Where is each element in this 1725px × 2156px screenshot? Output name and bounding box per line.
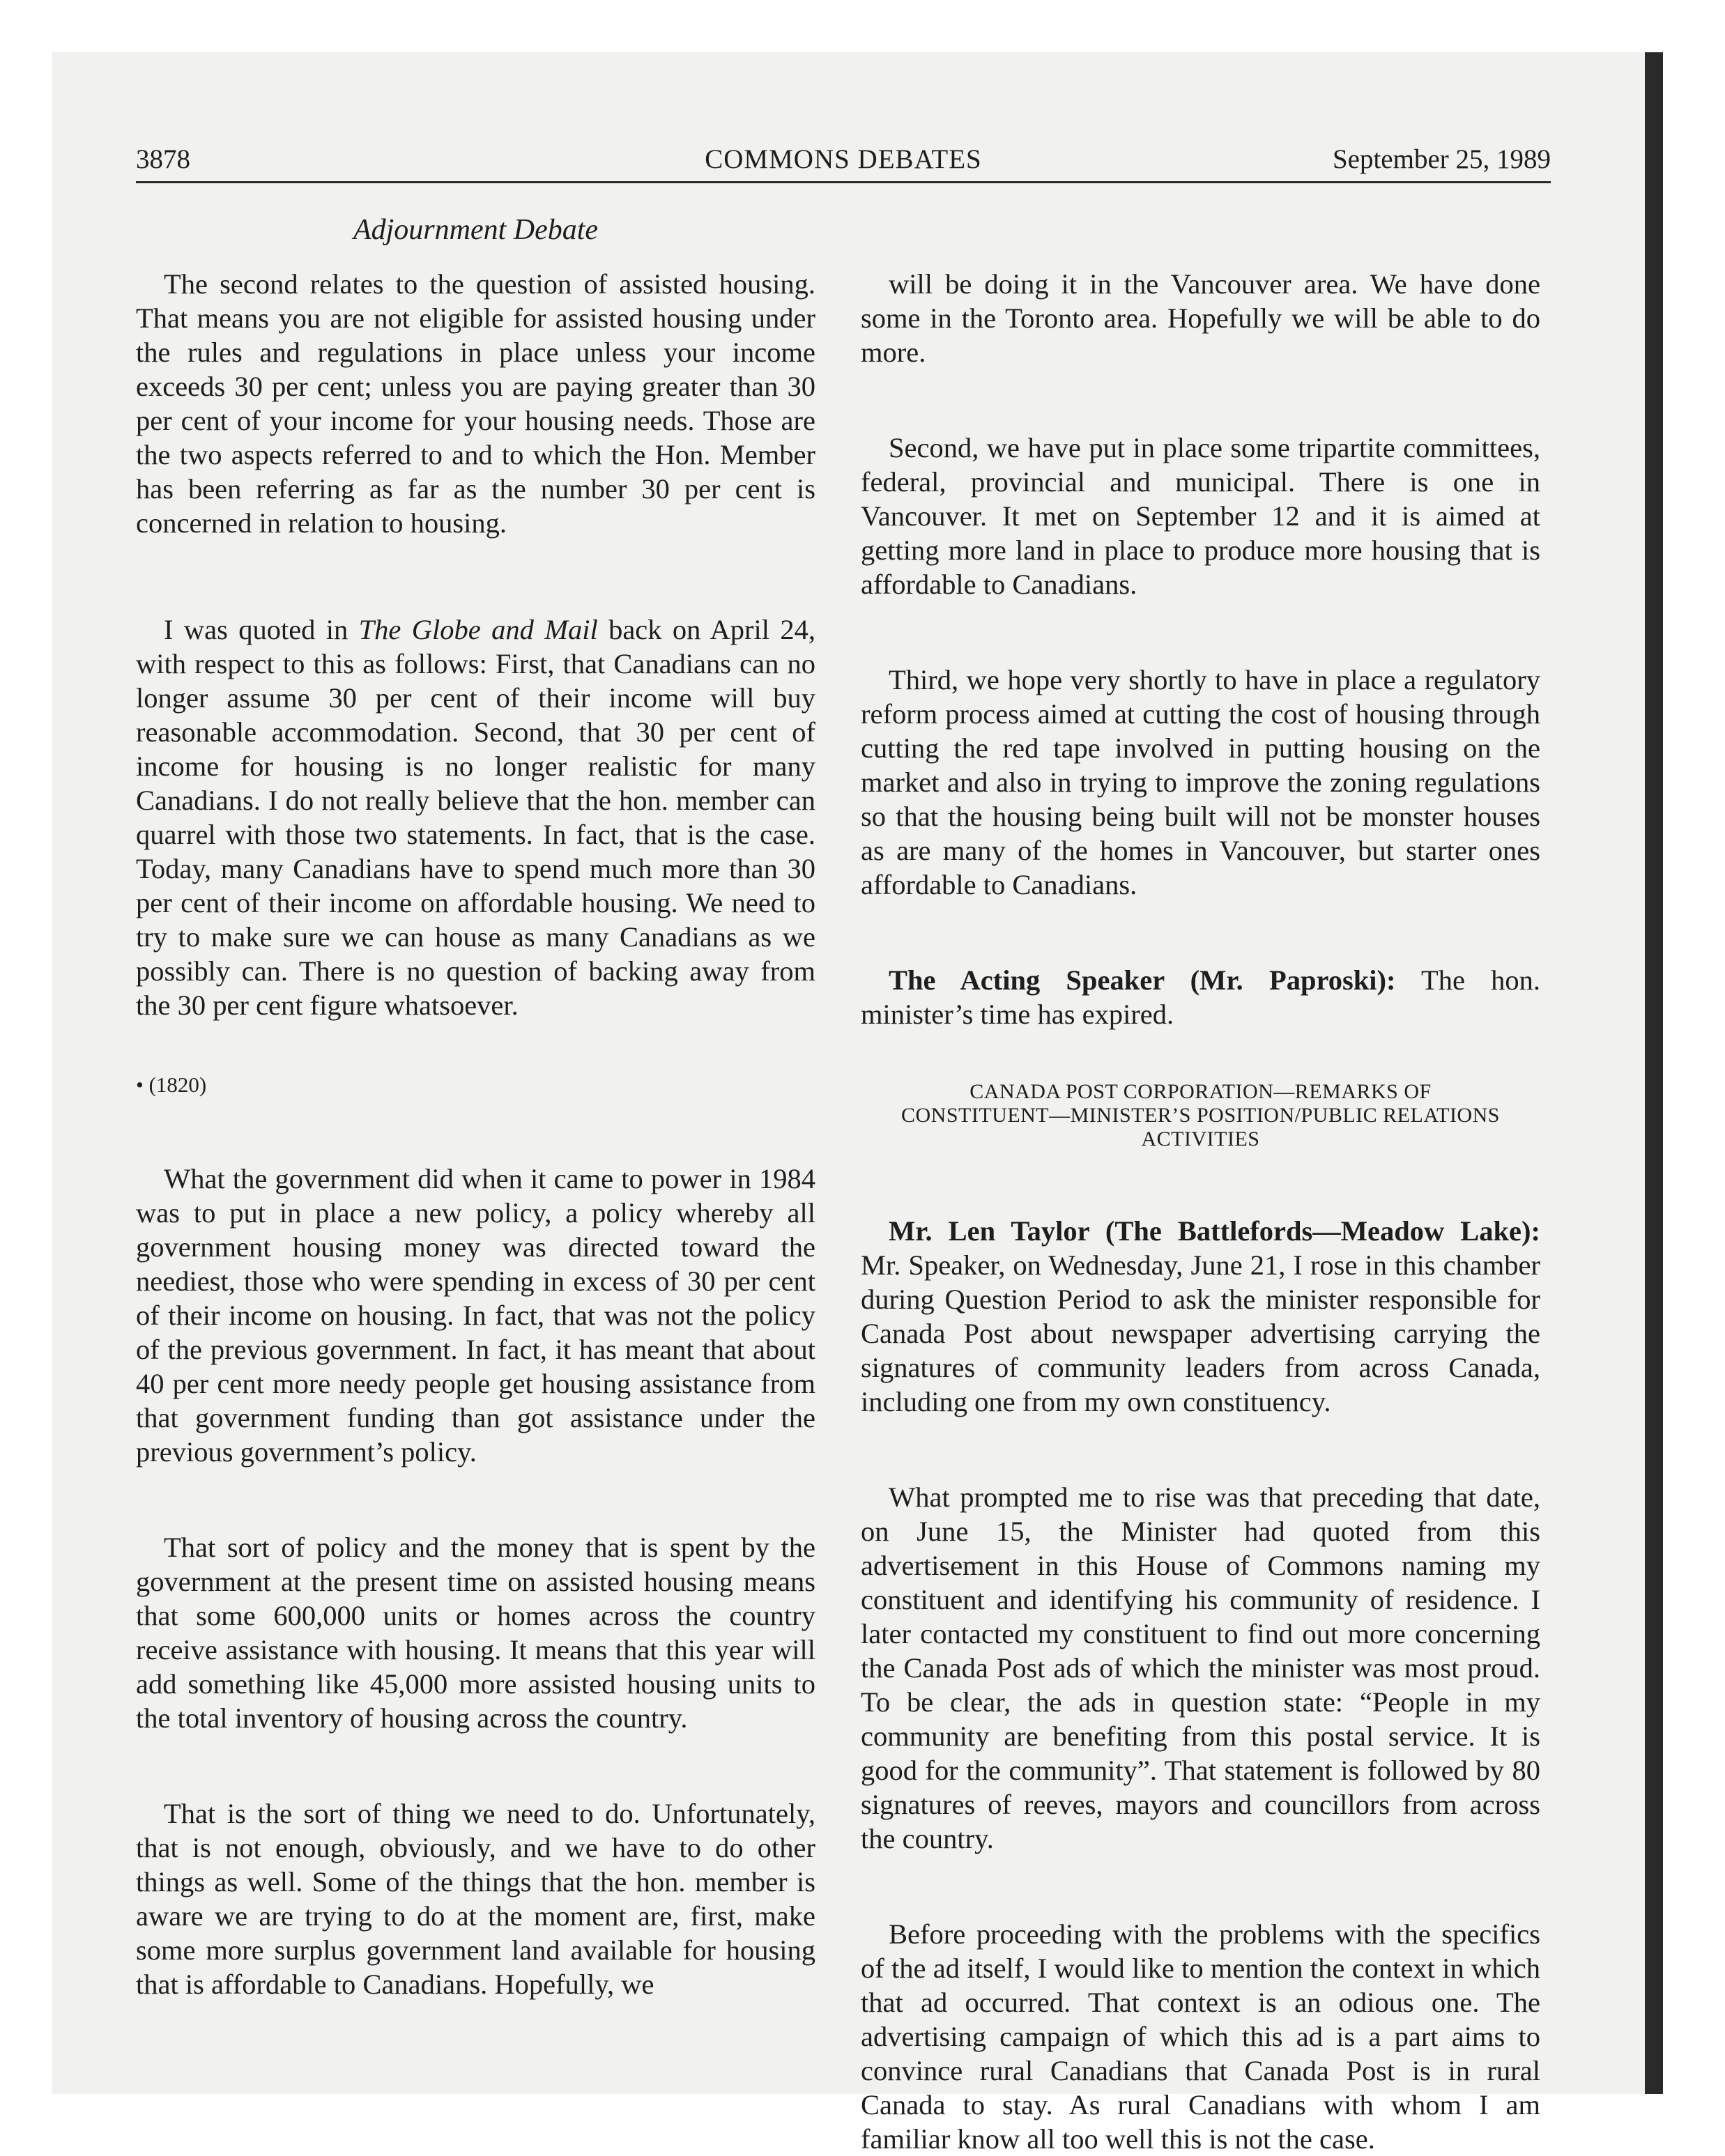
right-column [861, 267, 1540, 2156]
paragraph: Mr. Len Taylor (The Battlefords—Meadow Lake): Mr. Speaker, on Wednesday, June 21, I rose in this chamber during Question Period to ask the minister responsible for Canada Post about newspaper advertising carrying the signatures of community leaders from across Canada, including one from my own constituency. [861, 1215, 1540, 1417]
running-header [136, 138, 1551, 183]
paragraph: That sort of policy and the money that is spent by the government at the present time on assisted housing means that some 600,000 units or homes across the country receive assistance with housing. It means that this year will add something like 45,000 more assisted housing units to the total inventory of housing across the country. [136, 1532, 815, 1734]
paragraph: will be doing it in the Vancouver area. We have done some in the Toronto area. Hopefully we will be able to do more. [861, 268, 1540, 368]
section-label: Adjournment Debate [353, 214, 599, 246]
page-number: 3878 [136, 144, 190, 174]
paragraph: The second relates to the question of assisted housing. That means you are not eligible for assisted housing under the rules and regulations in place unless your income exceeds 30 per cent; unless you are paying greater than 30 per cent of your income for your housing needs. Those are the two aspects referred to and to which the Hon. Member has been referring as far as the number 30 per cent is concerned in relation to housing. [136, 268, 815, 539]
newspaper-title: The Globe and Mail [358, 614, 598, 645]
debate-subheading: CANADA POST CORPORATION—REMARKS OF CONSTITUENT—MINISTER’S POSITION/PUBLIC RELATIONS ACTIVITIES [900, 1080, 1500, 1150]
paragraph: What prompted me to rise was that preceding that date, on June 15, the Minister had quoted from this advertisement in this House of Commons naming my constituent and identifying his community of residence. I later contacted my constituent to find out more concerning the Canada Post ads of which the minister was most proud. To be clear, the ads in question state: “People in my community are benefiting from this postal service. It is good for the community”. That statement is followed by 80 signatures of reeves, mayors and councillors from across the country. [861, 1481, 1540, 1854]
paragraph: I was quoted in The Globe and Mail back on April 24, with respect to this as follows: First, that Canadians can no longer assume 30 per cent of their income will buy reasonable accommodation. Second, that 30 per cent of income for housing is no longer realistic for many Canadians. I do not really believe that the hon. member can quarrel with those two statements. In fact, that is the case. Today, many Canadians have to spend much more than 30 per cent of their income on affordable housing. We need to try to make sure we can house as many Canadians as we possibly can. There is no question of backing away from the 30 per cent figure whatsoever. [136, 614, 815, 1021]
paragraph: Second, we have put in place some tripartite committees, federal, provincial and municipal. There is one in Vancouver. It met on September 12 and it is aimed at getting more land in place to produce more housing that is affordable to Canadians. [861, 432, 1540, 600]
left-column [136, 267, 815, 2001]
paragraph: The Acting Speaker (Mr. Paproski): The hon. minister’s time has expired. [861, 964, 1541, 1030]
time-marker: • (1820) [136, 1072, 207, 1097]
paragraph: Before proceeding with the problems with the specifics of the ad itself, I would like to mention the context in which that ad occurred. That context is an odious one. The advertising campaign of which this ad is a part aims to convince rural Canadians that Canada Post is in rural Canada to stay. As rural Canadians with whom I am familiar know all too well this is not the case. [861, 1918, 1540, 2155]
scan-edge-shadow [1645, 52, 1663, 2094]
paragraph: Third, we hope very shortly to have in place a regulatory reform process aimed at cutting the cost of housing through cutting the red tape involved in putting housing on the market and also in trying to improve the zoning regulations so that the housing being built will not be monster houses as are many of the homes in Vancouver, but starter ones affordable to Canadians. [861, 664, 1540, 900]
header-date: September 25, 1989 [1332, 144, 1551, 174]
speaker-name: Mr. Len Taylor (The Battlefords—Meadow Lake): [889, 1215, 1540, 1247]
paragraph: That is the sort of thing we need to do. Unfortunately, that is not enough, obviously, and we have to do other things as well. Some of the things that the hon. member is aware we are trying to do at the moment are, first, make some more surplus government land available for housing that is affordable to Canadians. Hopefully, we [136, 1798, 815, 2000]
speaker-name: The Acting Speaker (Mr. Paproski): [889, 964, 1396, 996]
paragraph: What the government did when it came to power in 1984 was to put in place a new policy, a policy whereby all government housing money was directed toward the neediest, those who were spending in excess of 30 per cent of their income on housing. In fact, that was not the policy of the previous government. In fact, it has meant that about 40 per cent more needy people get housing assistance from that government funding than got assistance under the previous government’s policy. [136, 1163, 815, 1468]
publication-title: COMMONS DEBATES [705, 144, 982, 174]
